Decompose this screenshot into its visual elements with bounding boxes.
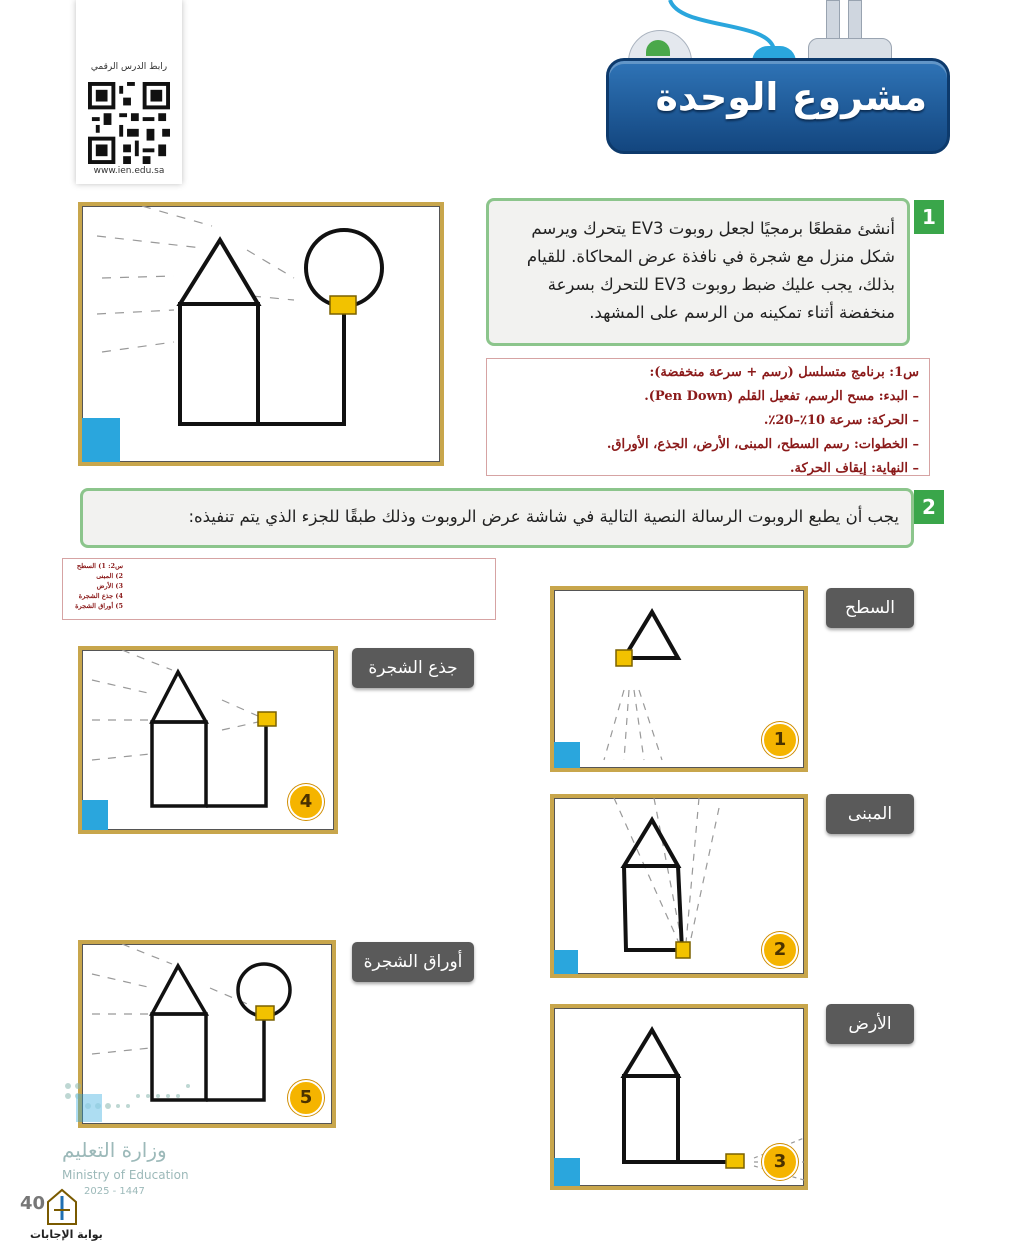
start-square (554, 1158, 580, 1186)
ministry-name-ar: وزارة التعليم (62, 1138, 167, 1162)
answer-1-box (486, 358, 930, 476)
answer-2-line: 4) جذع الشجرة (78, 592, 123, 600)
start-square (554, 950, 578, 974)
start-square (82, 800, 108, 830)
step-1-badge: 1 (762, 722, 798, 758)
robot-icon (616, 650, 632, 666)
robot-icon (676, 942, 690, 958)
answer-2-line: 5) أوراق الشجرة (75, 602, 123, 610)
step-5-badge: 5 (288, 1080, 324, 1116)
robot-icon (258, 712, 276, 726)
step-2-label: المبنى (826, 794, 914, 834)
step-5-label: أوراق الشجرة (352, 942, 474, 982)
ministry-name-en: Ministry of Education (62, 1168, 189, 1182)
qr-card[interactable] (76, 0, 182, 184)
task-1-text: أنشئ مقطعًا برمجيًا لجعل روبوت EV3 يتحرك ويرسم شكل منزل مع شجرة في نافذة عرض المحاكاة. للقيام بذلك، يجب عليك ضبط روبوت EV3 للتحرك بسرعة منخفضة أثناء تمكينه من الرسم على المشهد. (526, 219, 895, 322)
start-square (82, 418, 120, 462)
step-4-label: جذع الشجرة (352, 648, 474, 688)
task-1-number: 1 (914, 200, 944, 234)
answer-1-line: – النهاية: إيقاف الحركة. (790, 461, 919, 476)
step-1-label: السطح (826, 588, 914, 628)
task-2-number: 2 (914, 490, 944, 524)
qr-code-icon[interactable] (88, 82, 170, 164)
ministry-years: 2025 - 1447 (84, 1186, 145, 1197)
page-number: 40 (20, 1193, 46, 1214)
task-2-text: يجب أن يطبع الروبوت الرسالة النصية التالية في شاشة عرض الروبوت وذلك طبقًا للجزء الذي يتم تنفيذه: (188, 507, 899, 526)
main-scene-drawing (82, 206, 440, 462)
answer-2-line: 3) الأرض (96, 582, 123, 590)
page-title: مشروع الوحدة (655, 75, 927, 119)
task-1-box (486, 198, 910, 346)
answer-2-line: س2: 1) السطح (76, 562, 123, 570)
qr-url[interactable]: www.ien.edu.sa (93, 166, 165, 176)
task-2-box (80, 488, 914, 548)
title-banner (606, 58, 950, 154)
answer-1-line: س1: برنامج متسلسل (رسم + سرعة منخفضة): (649, 365, 919, 380)
answer-1-line: – الحركة: سرعة 10٪–20٪. (763, 413, 919, 428)
ministry-logo-icon (62, 1080, 212, 1130)
robot-icon (726, 1154, 744, 1168)
answer-2-line: 2) المبنى (96, 572, 123, 580)
step-3-badge: 3 (762, 1144, 798, 1180)
step-2-badge: 2 (762, 932, 798, 968)
qr-label: رابط الدرس الرقمي (90, 62, 168, 72)
answer-1-line: – البدء: مسح الرسم، تفعيل القلم (Pen Down). (644, 389, 919, 404)
site-label[interactable]: بوابة الإجابات (30, 1228, 103, 1241)
answer-1-line: – الخطوات: رسم السطح، المبنى، الأرض، الجذع، الأوراق. (606, 437, 919, 452)
main-scene-frame (78, 202, 444, 466)
robot-icon (256, 1006, 274, 1020)
step-3-label: الأرض (826, 1004, 914, 1044)
robot-icon (330, 296, 356, 314)
answers-portal-logo-icon (44, 1186, 80, 1226)
start-square (554, 742, 580, 768)
answer-2-box (62, 558, 496, 620)
step-4-badge: 4 (288, 784, 324, 820)
